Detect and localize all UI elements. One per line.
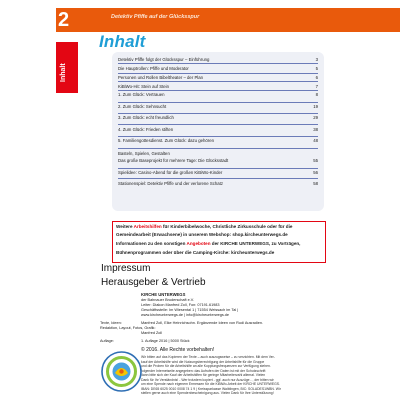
header-strip bbox=[56, 8, 400, 32]
toc-separator bbox=[118, 90, 318, 91]
info-text: der KIRCHE UNTERWEGS, zu Vorträgen, bbox=[210, 241, 301, 246]
contents-heading: Inhalt bbox=[99, 32, 146, 51]
toc-entry-title: 2. Zum Glück: Sehnsucht bbox=[118, 104, 167, 110]
impressum-subtitle: Herausgeber & Vertrieb bbox=[101, 277, 206, 288]
legal-line: Dank für Ihr Verständnis! - Wer trotzdem kopiert - ggf. auch nur Auszüge - , der bitten wir bbox=[141, 377, 274, 382]
toc-entry-title: 4. Zum Glück: Frieden stiften bbox=[118, 126, 174, 132]
legal-line: folgender Internetseite angegeben: das Aufrufen der Daten ist mit der Schutzschrift bbox=[141, 368, 266, 373]
toc-entry-title: Die Hauptrollen: Pfiffe und Moderator bbox=[118, 65, 189, 71]
toc-separator bbox=[118, 73, 318, 74]
toc-separator bbox=[118, 102, 318, 103]
legal-line: und die Proben für die Arbeitshilfe an alle Kopplungsfrequenzen zur Verfügung stehen. bbox=[141, 364, 271, 368]
info-line-4: Bühnenprogrammen oder über die Camping-Kirche: kircheunterwegs.de bbox=[116, 250, 275, 255]
toc-entry-page: 56 bbox=[313, 170, 318, 176]
info-text: Informationen zu den sonstigen bbox=[116, 241, 187, 246]
toc-separator bbox=[118, 136, 318, 137]
toc-entry-page: 55 bbox=[313, 158, 318, 164]
legal-line: stellen gerne auch eine Spendenbescheinigung aus. Vielen Dank für Ihre Unterstützung! bbox=[141, 391, 274, 395]
running-header-title: Detektiv Pfiffe auf der Glücksspur bbox=[111, 14, 200, 20]
toc-entry-title: Detektiv Pfiffe folgt der Glücksspur – Einführung bbox=[118, 57, 210, 62]
toc-entry-page: 6 bbox=[315, 75, 318, 81]
toc-entry-page: 19 bbox=[313, 104, 318, 110]
toc-separator bbox=[118, 148, 318, 149]
redaktion-value: Manfred Zoll bbox=[141, 331, 163, 335]
toc-entry-title: Basteln, Spielen, Gestalten bbox=[118, 150, 170, 156]
page-number: 2 bbox=[58, 8, 84, 32]
impressum-title: Impressum bbox=[101, 263, 151, 274]
publisher-line: der Bahnauer Bruderschaft e.V. bbox=[141, 298, 195, 302]
legal-line: Wir bitten auf das Kopieren der Texte – auch auszugsweise – zu verzichten. Mit dem Ver- bbox=[141, 355, 275, 359]
toc-entry-title: 1. Zum Glück: Vertrauen bbox=[118, 92, 165, 98]
toc-entry-title: Das große Baseprojekt für mehrere Tage: Die Glücksstadt bbox=[118, 158, 229, 164]
toc-separator bbox=[118, 124, 318, 125]
toc-entry-page: 58 bbox=[313, 180, 318, 186]
toc-separator bbox=[118, 178, 318, 179]
publisher-name: KIRCHE UNTERWEGS bbox=[141, 292, 186, 297]
toc-entry-page: 8 bbox=[315, 92, 318, 98]
info-highlight: Arbeitshilfen bbox=[133, 224, 162, 229]
publisher-line: Leiter: Diakon Manfred Zoll, Fon: 07191.61983 bbox=[141, 303, 220, 307]
publisher-line: www.kircheunterwegs.de | info@kircheunterwegs.de bbox=[141, 313, 229, 317]
info-line-3 bbox=[116, 241, 300, 246]
legal-line: um eine Spende nach eigenem Ermessen für die KiBiWo-Arbeit der KIRCHE UNTERWEGS. bbox=[141, 382, 280, 386]
info-text: Weitere bbox=[116, 224, 134, 229]
toc-entry-title: KiBiWo-Hit: Stein auf Stein bbox=[118, 83, 170, 89]
toc-entry-title: Spielidee: Casino-Abend für die großen KiBiWo-Kinder bbox=[118, 170, 223, 176]
redaktion-label: Redaktion, Layout, Fotos, Grafik: bbox=[100, 326, 156, 330]
toc-separator bbox=[118, 81, 318, 82]
auflage-value: 1. Auflage 2016 | 5000 Stück bbox=[141, 339, 190, 343]
top-banner bbox=[0, 0, 400, 34]
info-highlight: Angeboten bbox=[186, 241, 211, 246]
toc-entry-title: Stationenspiel: Detektiv Pfiffe und der verlorene Schatz bbox=[118, 180, 224, 186]
legal-line: dann bitte sich der Kauf der Arbeitshilfen für geringe Mitarbeiterzahl allemal. Vielen bbox=[141, 373, 266, 377]
info-line-1 bbox=[116, 224, 292, 229]
legal-line: IBAN: DE65 6025 0010 0008 74 1 9 | Kreissparkasse Waiblingen, BIC: SOLADES1WBN. Wir bbox=[141, 386, 281, 391]
side-tab-label: Inhalt bbox=[60, 63, 67, 82]
info-line-2: Gemeindearbeit (Erwachsene) in unserem Webshop: shop.kircheunterwegs.de bbox=[116, 232, 288, 237]
info-text: für Kinderbibelwoche, Christliche Zirkusschule oder für die bbox=[161, 224, 293, 229]
copyright-notice: © 2016. Alle Rechte vorbehalten! bbox=[141, 347, 215, 353]
toc-separator bbox=[118, 63, 318, 64]
ecological-seal-icon bbox=[101, 351, 142, 392]
texte-label: Texte, Ideen: bbox=[100, 321, 122, 325]
side-tab bbox=[56, 42, 78, 93]
toc-entry-title: 3. Zum Glück: echt freundlich bbox=[118, 115, 174, 121]
toc-separator bbox=[118, 113, 318, 114]
toc-entry-page: 3 bbox=[315, 57, 318, 62]
toc-entry-page: 38 bbox=[313, 126, 318, 132]
texte-value: Manfred Zoll, Elke Heinrichsohn. Ergänzende Ideen von Rudi Ausradien. bbox=[141, 321, 263, 325]
toc-entry-title: 5. Familiengottesdienst. Zum Glück: dazu gehören bbox=[118, 138, 215, 144]
toc-separator bbox=[118, 168, 318, 169]
toc-entry-title: Personen und Rollen Bibeltheater – der Plan bbox=[118, 75, 204, 81]
toc-entry-page: 7 bbox=[315, 83, 318, 89]
toc-entry-page: 48 bbox=[313, 138, 318, 144]
toc-entry-page: 5 bbox=[315, 65, 318, 71]
auflage-label: Auflage: bbox=[100, 339, 114, 343]
toc-entry-page: 29 bbox=[313, 115, 318, 121]
publisher-line: Geschäftsstelle: Im Wiesental 1 | 71554 Weissach im Tal | bbox=[141, 308, 239, 312]
legal-line: kauf der Arbeitshilfe wird die Nutzungsberechtigung der Arbeitshilfe für die Gruppe bbox=[141, 359, 265, 364]
